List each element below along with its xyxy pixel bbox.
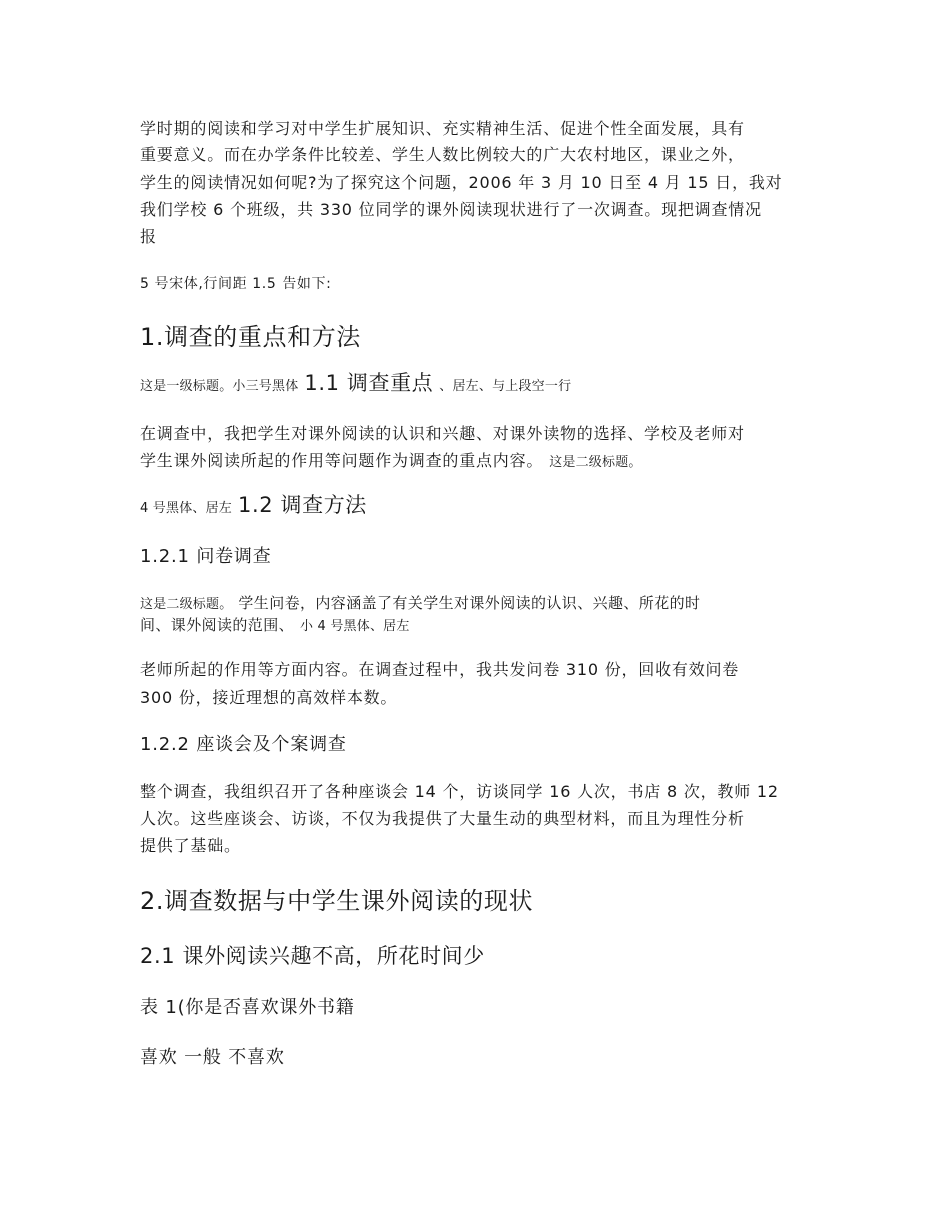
intro-line-4: 我们学校 6 个班级，共 330 位同学的课外阅读现状进行了一次调查。现把调查情况 xyxy=(140,200,762,219)
subsection-1-2-2-heading: 1.2.2 座谈会及个案调查 xyxy=(140,734,347,755)
subsection-1-1-text-2: 学生课外阅读所起的作用等问题作为调查的重点内容。 xyxy=(140,451,544,470)
table-header: 喜欢 一般 不喜欢 xyxy=(140,1047,285,1068)
format-note: 这是二级标题。 xyxy=(549,455,642,470)
subsection-2-1-heading: 2.1 课外阅读兴趣不高，所花时间少 xyxy=(140,944,485,968)
subsection-1-1-text-1: 在调查中，我把学生对课外阅读的认识和兴趣、对课外读物的选择、学校及老师对 xyxy=(140,424,745,443)
format-note: 小 4 号黑体、居左 xyxy=(300,619,410,634)
subsection-1-1-text-2-row xyxy=(140,450,642,474)
format-note: 这是二级标题。 xyxy=(140,597,233,612)
format-note: 这是一级标题。小三号黑体 xyxy=(140,379,299,394)
intro-line-1: 学时期的阅读和学习对中学生扩展知识、充实精神生活、促进个性全面发展，具有 xyxy=(140,119,745,138)
subsection-1-1-heading: 1.1 调查重点 xyxy=(304,371,434,395)
section-2-heading: 2.调查数据与中学生课外阅读的现状 xyxy=(140,887,534,915)
table-caption: 表 1(你是否喜欢课外书籍 xyxy=(140,997,355,1018)
subsection-1-1-line xyxy=(140,372,571,398)
subsection-1-2-1-text-3: 老师所起的作用等方面内容。在调查过程中，我共发问卷 310 份，回收有效问卷 xyxy=(140,660,740,679)
subsection-1-2-1-text-1: 学生问卷，内容涵盖了有关学生对课外阅读的认识、兴趣、所花的时 xyxy=(238,594,701,612)
subsection-1-2-2-text-3: 提供了基础。 xyxy=(140,836,241,855)
format-note: 、居左、与上段空一行 xyxy=(439,379,572,394)
subsection-1-2-1-text-4: 300 份，接近理想的高效样本数。 xyxy=(140,688,398,707)
subsection-1-2-1-text-2: 间、课外阅读的范围、 xyxy=(140,616,295,634)
subsection-1-2-line xyxy=(140,494,367,520)
section-1-heading: 1.调查的重点和方法 xyxy=(140,323,361,351)
intro-end-text: 告如下: xyxy=(282,276,332,292)
subsection-1-2-1-text-2-row xyxy=(140,614,410,638)
subsection-1-2-2-text-2: 人次。这些座谈会、访谈，不仅为我提供了大量生动的典型材料，而且为理性分析 xyxy=(140,809,745,828)
subsection-1-2-heading: 1.2 调查方法 xyxy=(238,493,367,517)
intro-end-line xyxy=(140,272,331,295)
subsection-1-2-1-heading: 1.2.1 问卷调查 xyxy=(140,546,272,567)
format-note: 5 号宋体,行间距 1.5 xyxy=(140,276,277,292)
subsection-1-2-1-text-1-row xyxy=(140,592,700,616)
intro-line-3: 学生的阅读情况如何呢?为了探究这个问题，2006 年 3 月 10 日至 4 月 15 日，我对 xyxy=(140,173,783,192)
format-note: 4 号黑体、居左 xyxy=(140,501,233,516)
intro-line-5: 报 xyxy=(140,227,157,246)
subsection-1-2-2-text-1: 整个调查，我组织召开了各种座谈会 14 个，访谈同学 16 人次，书店 8 次，教师 12 xyxy=(140,782,779,801)
intro-line-2: 重要意义。而在办学条件比较差、学生人数比例较大的广大农村地区，课业之外， xyxy=(140,145,745,164)
